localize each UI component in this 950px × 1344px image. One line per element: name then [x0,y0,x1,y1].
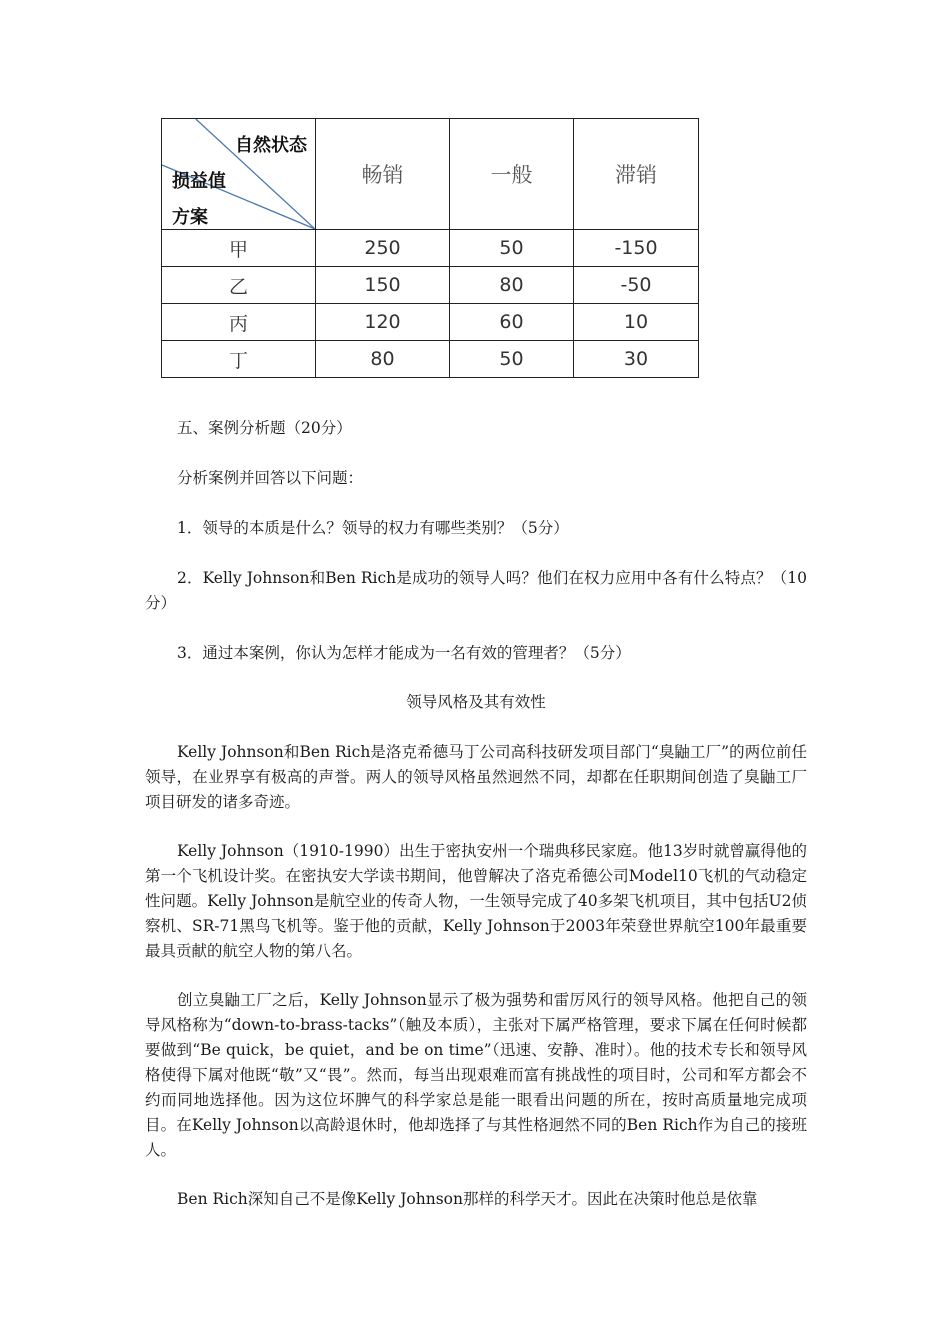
row-plan-label: 甲 [162,230,316,267]
table-cell: -50 [574,267,699,304]
section-intro: 分析案例并回答以下问题： [177,469,364,487]
table-cell: 80 [316,341,450,378]
table-cell: -150 [574,230,699,267]
case-paragraph-4: Ben Rich深知自己不是像Kelly Johnson那样的科学天才。因此在决策时他总是依靠 [177,1190,758,1208]
table-cell: 250 [316,230,450,267]
table-header-row [162,119,699,230]
table-row [162,304,699,341]
case-title: 领导风格及其有效性 [406,693,546,711]
table-corner-cell [162,119,316,230]
table-cell: 30 [574,341,699,378]
case-paragraph-1: Kelly Johnson和Ben Rich是洛克希德马丁公司高科技研发项目部门“臭鼬工厂”的两位前任领导，在业界享有极高的声誉。两人的领导风格虽然迥然不同，却都在任职期间创造了臭鼬工厂项目研发的诸多奇迹。 [145,743,807,811]
row-plan-label: 乙 [162,267,316,304]
case-paragraph-3: 创立臭鼬工厂之后，Kelly Johnson显示了极为强势和雷厉风行的领导风格。他把自己的领导风格称为“down-to-brass-tacks”（触及本质），主张对下属严格管理，要求下属在任何时候都要做到“Be quick，be quiet，and be on time”（迅速、安静、准时）。他的技术专长和领导风格使得下属对他既“敬”又“畏”。然而，每当出现艰难而富有挑战性的项目时，公司和军方都会不约而同地选择他。因为这位坏脾气的科学家总是能一眼看出问题的所在，按时高质量地完成项目。在Kelly Johnson以高龄退休时，他却选择了与其性格迥然不同的Ben Rich作为自己的接班人。 [145,991,807,1159]
table-row [162,267,699,304]
column-header: 畅销 [316,119,450,230]
table-cell: 50 [450,341,574,378]
case-paragraph-2: Kelly Johnson（1910-1990）出生于密执安州一个瑞典移民家庭。他13岁时就曾赢得他的第一个飞机设计奖。在密执安大学读书期间，他曾解决了洛克希德公司Model10飞机的气动稳定性问题。Kelly Johnson是航空业的传奇人物，一生领导完成了40多架飞机项目，其中包括U2侦察机、SR-71黑鸟飞机等。鉴于他的贡献，Kelly Johnson于2003年荣登世界航空100年最重要最具贡献的航空人物的第八名。 [145,842,807,960]
corner-plan-label: 方案 [172,207,208,228]
column-header: 滞销 [574,119,699,230]
table-row [162,230,699,267]
section-heading: 五、案例分析题（20分） [177,419,352,437]
table-cell: 60 [450,304,574,341]
table-cell: 80 [450,267,574,304]
table-row [162,341,699,378]
corner-state-label: 自然状态 [235,135,307,156]
question-3: 3．通过本案例，你认为怎样才能成为一名有效的管理者？（5分） [177,644,631,662]
table-cell: 120 [316,304,450,341]
question-2: 2．Kelly Johnson和Ben Rich是成功的领导人吗？他们在权力应用中各有什么特点？（10分） [145,569,807,612]
table-cell: 50 [450,230,574,267]
table-cell: 10 [574,304,699,341]
payoff-table [161,118,699,378]
row-plan-label: 丙 [162,304,316,341]
corner-value-label: 损益值 [172,171,226,192]
row-plan-label: 丁 [162,341,316,378]
column-header: 一般 [450,119,574,230]
question-1: 1．领导的本质是什么？领导的权力有哪些类别？（5分） [177,519,569,537]
table-cell: 150 [316,267,450,304]
